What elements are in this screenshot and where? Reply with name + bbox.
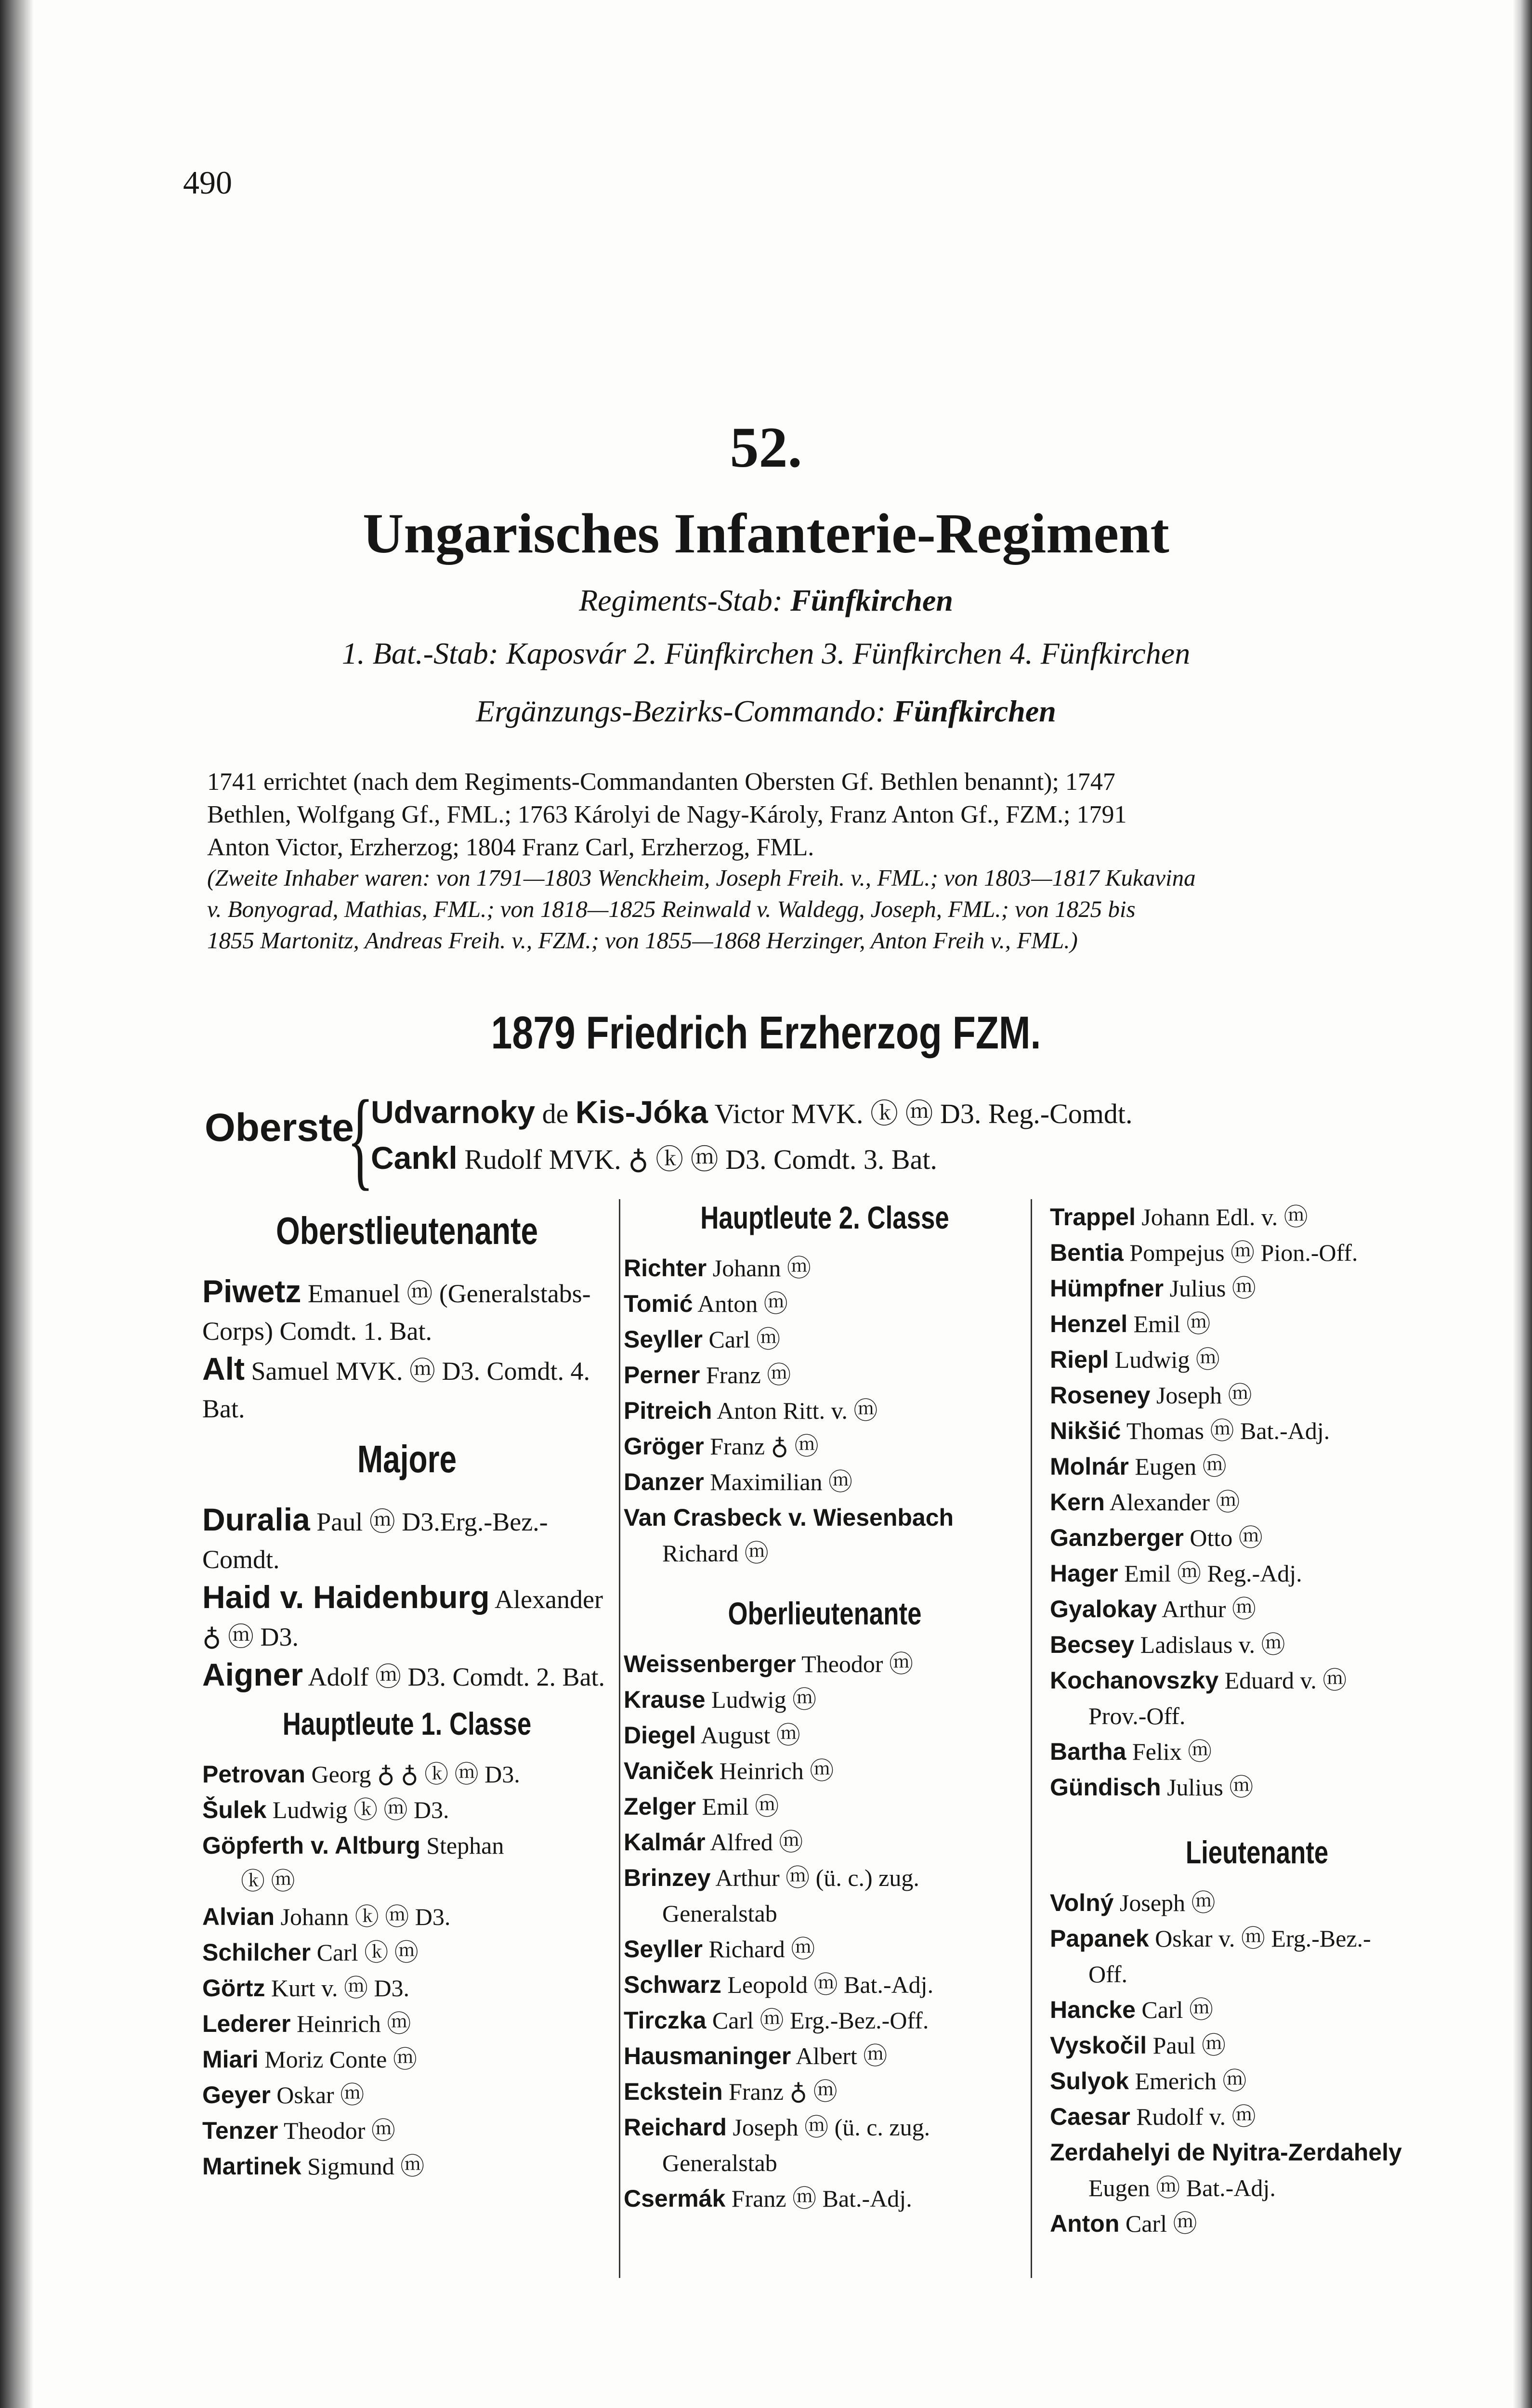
surname: Seyller [624, 1936, 703, 1963]
entry-detail: Johann ⓜ [707, 1255, 811, 1282]
list-entry [1050, 1377, 1464, 1413]
list-entry [624, 1428, 1026, 1464]
list-entry [624, 2109, 1026, 2145]
surname: Hager [1050, 1560, 1118, 1587]
list-entry [624, 1717, 1026, 1753]
surname: Udvarnoky [371, 1094, 536, 1130]
list-entry [624, 2074, 1026, 2109]
entry-detail: Alexander ♁ ⓜ D3. [202, 1585, 603, 1651]
surname: Volný [1050, 1889, 1114, 1916]
surname: Caesar [1050, 2103, 1130, 2130]
surname: Tenzer [202, 2117, 278, 2144]
list-entry [1050, 1520, 1464, 1556]
list-entry [202, 1828, 612, 1863]
entry-detail: Arthur ⓜ [1157, 1596, 1256, 1623]
entry-detail: Theodor ⓜ [796, 1650, 914, 1677]
entry-detail: Paul ⓜ [1147, 2032, 1226, 2059]
surname: Kalmár [624, 1829, 706, 1856]
surname: Zerdahelyi de Nyitra-Zerdahely [1050, 2139, 1402, 2166]
brace-icon: { [347, 1077, 374, 1200]
surname: Vaniček [624, 1757, 714, 1784]
surname: Petrovan [202, 1761, 305, 1788]
list-entry [1050, 1734, 1464, 1769]
list-entry [1050, 1698, 1464, 1734]
surname: Kern [1050, 1489, 1105, 1516]
list-entry [624, 1286, 1026, 1322]
entry-detail: Franz ♁ ⓜ [704, 1433, 819, 1460]
list-entry [202, 1792, 612, 1828]
list-entry [1050, 1956, 1464, 1992]
list-entry [202, 2113, 612, 2148]
column-divider [1031, 1199, 1032, 2278]
list-entry [1050, 1413, 1464, 1449]
entry-detail: Emil ⓜ [696, 1793, 779, 1820]
list-entry [202, 1350, 612, 1427]
surname: Sulyok [1050, 2068, 1129, 2094]
surname: Duralia [202, 1502, 310, 1537]
ergaenzung-line [0, 694, 1532, 729]
surname: Cankl [371, 1140, 458, 1176]
entry-detail: Franz ♁ ⓜ [722, 2078, 838, 2105]
entry-detail: Paul ⓜ D3.Erg.-Bez.-Comdt. [202, 1507, 548, 1574]
history-line: Bethlen, Wolfgang Gf., FML.; 1763 Károlyi de Nagy-Károly, Franz Anton Gf., FZM.; 1791 [207, 801, 1127, 828]
second-owner-line: (Zweite Inhaber waren: von 1791—1803 Wenckheim, Joseph Freih. v., FML.; von 1803—1817 Kukavina [207, 864, 1196, 891]
entry-detail: August ⓜ [696, 1722, 800, 1749]
list-entry [624, 1357, 1026, 1393]
surname: Tirczka [624, 2007, 707, 2034]
list-entry [1050, 1662, 1464, 1698]
entry-detail: de [535, 1098, 576, 1129]
list-entry [202, 2077, 612, 2113]
surname: Roseney [1050, 1382, 1151, 1409]
list-entry [202, 1656, 612, 1696]
list-entry [202, 1756, 612, 1792]
entry-detail: Stephan [420, 1832, 504, 1859]
list-entry [1050, 1627, 1464, 1662]
entry-detail: Moriz Conte ⓜ [258, 2046, 417, 2073]
oberlieutenante-header: Oberlieutenante [728, 1596, 922, 1631]
column-right [1050, 1199, 1464, 2241]
scan-edge-right [1513, 0, 1532, 2408]
surname: Kochanovszky [1050, 1667, 1219, 1694]
surname: Bentia [1050, 1239, 1124, 1266]
surname: Bartha [1050, 1738, 1126, 1765]
list-entry [1050, 1484, 1464, 1520]
entry-detail: Generalstab [662, 1900, 777, 1927]
ergaenzung-label: Ergänzungs-Bezirks-Commando: [476, 694, 886, 728]
entry-detail: Franz ⓜ [700, 1361, 791, 1388]
list-entry [1050, 1342, 1464, 1377]
list-entry [202, 2042, 612, 2077]
list-entry [624, 1646, 1026, 1682]
list-entry [624, 1824, 1026, 1860]
list-entry [1050, 1885, 1464, 1921]
entry-detail: Emil ⓜ [1127, 1310, 1211, 1337]
surname: Zelger [624, 1793, 696, 1820]
entry-detail: Carl ⓚ ⓜ [311, 1939, 419, 1966]
entry-detail: Carl ⓜ [1119, 2210, 1197, 2237]
regiment-inhaber: 1879 Friedrich Erzherzog FZM. [491, 1007, 1041, 1059]
list-entry [202, 1501, 612, 1578]
surname: Gyalokay [1050, 1596, 1157, 1623]
list-entry [624, 2002, 1026, 2038]
surname: Ganzberger [1050, 1524, 1184, 1551]
hauptleute1-header: Hauptleute 1. Classe [282, 1706, 532, 1741]
list-entry [202, 1578, 612, 1656]
entry-detail: Arthur ⓜ (ü. c.) zug. [710, 1864, 919, 1891]
surname: Riepl [1050, 1346, 1109, 1373]
surname: Tomić [624, 1290, 693, 1317]
entry-detail: Joseph ⓜ [1150, 1382, 1252, 1409]
surname: Aigner [202, 1657, 303, 1692]
surname: Papanek [1050, 1925, 1149, 1952]
surname: Molnár [1050, 1453, 1129, 1480]
entry-detail: Alexander ⓜ [1104, 1489, 1240, 1516]
surname: Geyer [202, 2081, 271, 2108]
entry-detail: Generalstab [662, 2149, 777, 2176]
list-entry [1050, 1591, 1464, 1627]
list-entry [1050, 2099, 1464, 2134]
entry-detail: Richard ⓜ [662, 1540, 769, 1567]
surname: Schwarz [624, 1971, 721, 1998]
list-entry [1050, 1769, 1464, 1805]
list-entry [1050, 2134, 1464, 2170]
list-entry [624, 1535, 1026, 1571]
entry-detail: Eugen ⓜ [1128, 1453, 1227, 1480]
list-entry [202, 1970, 612, 2006]
surname: Anton [1050, 2210, 1120, 2237]
surname: Seyller [624, 1326, 703, 1353]
column-divider [619, 1199, 620, 2278]
oberst-entry [371, 1137, 937, 1177]
list-entry [1050, 1270, 1464, 1306]
staff-label: Regiments-Stab: [579, 583, 783, 617]
entry-detail: Off. [1088, 1961, 1128, 1988]
list-entry [1050, 1921, 1464, 1956]
entry-detail: Oskar v. ⓜ Erg.-Bez.- [1149, 1925, 1371, 1952]
entry-detail: Georg ♁ ♁ ⓚ ⓜ D3. [305, 1761, 520, 1788]
second-owner-line: v. Bonyograd, Mathias, FML.; von 1818—1825 Reinwald v. Waldegg, Joseph, FML.; von 1825 bis [207, 896, 1136, 922]
entry-detail: Johann ⓚ ⓜ D3. [275, 1903, 451, 1930]
entry-detail: Johann Edl. v. ⓜ [1135, 1204, 1308, 1230]
list-entry [1050, 1306, 1464, 1342]
column-middle [624, 1199, 1026, 2216]
surname: Weissenberger [624, 1650, 796, 1677]
page-number: 490 [183, 164, 232, 201]
regiment-title: Ungarisches Infanterie-Regiment [363, 502, 1169, 565]
surname: Brinzey [624, 1864, 711, 1891]
surname: Görtz [202, 1975, 265, 2002]
list-entry [1050, 1199, 1464, 1235]
entry-detail: Anton ⓜ [693, 1290, 788, 1317]
list-entry [624, 1789, 1026, 1824]
entry-detail: Ludwig ⓜ [1109, 1346, 1220, 1373]
list-entry [202, 1935, 612, 1970]
entry-detail: Theodor ⓜ [278, 2117, 395, 2144]
list-entry [1050, 1235, 1464, 1270]
entry-detail: Oskar ⓜ [270, 2081, 365, 2108]
entry-detail: Franz ⓜ Bat.-Adj. [725, 2185, 912, 2212]
list-entry [624, 1860, 1026, 1896]
entry-detail: Emil ⓜ Reg.-Adj. [1118, 1560, 1302, 1587]
second-owners-paragraph [207, 862, 1435, 956]
entry-detail: Carl ⓜ [1135, 1996, 1213, 2023]
list-entry [202, 2006, 612, 2042]
surname: Van Crasbeck v. Wiesenbach [624, 1504, 954, 1531]
entry-detail: Pompejus ⓜ Pion.-Off. [1123, 1239, 1358, 1266]
surname: Eckstein [624, 2078, 723, 2105]
lieutenante-header: Lieutenante [1185, 1834, 1329, 1870]
entry-detail: Julius ⓜ [1161, 1774, 1254, 1801]
surname: Göpferth v. Altburg [202, 1832, 420, 1859]
list-entry [1050, 1556, 1464, 1591]
entry-detail: Albert ⓜ [791, 2042, 888, 2069]
entry-detail: Alfred ⓜ [705, 1829, 803, 1856]
list-entry [1050, 1992, 1464, 2028]
history-line: 1741 errichtet (nach dem Regiments-Commandanten Obersten Gf. Bethlen benannt); 1747 [207, 768, 1115, 796]
entry-detail: Thomas ⓜ Bat.-Adj. [1121, 1417, 1330, 1444]
surname: Krause [624, 1686, 706, 1713]
surname: Henzel [1050, 1310, 1128, 1337]
surname: Schilcher [202, 1939, 311, 1966]
oberst-entry [371, 1091, 1133, 1131]
entry-detail: Adolf ⓜ D3. Comdt. 2. Bat. [303, 1662, 605, 1691]
surname: Nikšić [1050, 1417, 1121, 1444]
list-entry [202, 2148, 612, 2184]
entry-detail: Kurt v. ⓜ D3. [265, 1975, 410, 2002]
entry-detail: Ladislaus v. ⓜ [1134, 1631, 1285, 1658]
list-entry [1050, 2028, 1464, 2063]
entry-detail: Carl ⓜ Erg.-Bez.-Off. [706, 2007, 929, 2034]
list-entry [624, 1464, 1026, 1500]
surname: Miari [202, 2046, 259, 2073]
entry-detail: Joseph ⓜ (ü. c. zug. [726, 2114, 930, 2141]
list-entry [1050, 2170, 1464, 2206]
surname: Diegel [624, 1722, 696, 1749]
list-entry [1050, 2206, 1464, 2241]
scan-edge-left [0, 0, 34, 2408]
surname: Kis-Jóka [575, 1094, 708, 1130]
entry-detail: Victor MVK. ⓚ ⓜ D3. Reg.-Comdt. [708, 1098, 1133, 1129]
surname: Alt [202, 1351, 245, 1387]
entry-detail: Otto ⓜ [1183, 1524, 1263, 1551]
surname: Danzer [624, 1468, 704, 1495]
history-paragraph [207, 766, 1435, 864]
list-entry [624, 1753, 1026, 1789]
entry-detail: Julius ⓜ [1164, 1275, 1256, 1302]
surname: Vyskočil [1050, 2032, 1147, 2059]
majore-header: Majore [357, 1438, 457, 1480]
list-entry [624, 1322, 1026, 1357]
surname: Haid v. Haidenburg [202, 1579, 490, 1615]
entry-detail: Heinrich ⓜ [713, 1757, 834, 1784]
history-line: Anton Victor, Erzherzog; 1804 Franz Carl, Erzherzog, FML. [207, 834, 814, 861]
entry-detail: Carl ⓜ [703, 1326, 781, 1353]
list-entry [624, 1967, 1026, 2002]
entry-detail: Maximilian ⓜ [704, 1468, 853, 1495]
surname: Hancke [1050, 1996, 1136, 2023]
list-entry [624, 1393, 1026, 1428]
column-left [202, 1199, 612, 2184]
entry-detail: Prov.-Off. [1088, 1702, 1186, 1729]
surname: Hümpfner [1050, 1275, 1164, 1302]
list-entry [1050, 1449, 1464, 1484]
surname: Hausmaninger [624, 2042, 791, 2069]
surname: Martinek [202, 2153, 301, 2180]
list-entry [624, 2145, 1026, 2181]
entry-detail: Sigmund ⓜ [301, 2153, 425, 2180]
surname: Gündisch [1050, 1774, 1161, 1801]
surname: Šulek [202, 1796, 267, 1823]
surname: Alvian [202, 1903, 275, 1930]
second-owner-line: 1855 Martonitz, Andreas Freih. v., FZM.; von 1855—1868 Herzinger, Anton Freih v., FML.) [207, 927, 1078, 954]
entry-detail: Ludwig ⓜ [705, 1686, 817, 1713]
entry-detail: Rudolf v. ⓜ [1130, 2103, 1256, 2130]
entry-detail: Ludwig ⓚ ⓜ D3. [266, 1796, 449, 1823]
surname: Richter [624, 1255, 707, 1282]
surname: Csermák [624, 2185, 726, 2212]
surname: Reichard [624, 2114, 727, 2141]
entry-detail: Samuel MVK. ⓜ D3. Comdt. 4. Bat. [202, 1357, 590, 1423]
entry-detail: Anton Ritt. v. ⓜ [712, 1397, 878, 1424]
entry-detail: ⓚ ⓜ [241, 1868, 295, 1895]
list-entry [624, 2181, 1026, 2216]
oberste-label: Oberste [205, 1106, 354, 1150]
list-entry [202, 1899, 612, 1935]
surname: Trappel [1050, 1204, 1136, 1230]
surname: Pitreich [624, 1397, 712, 1424]
list-entry [624, 2038, 1026, 2074]
surname: Piwetz [202, 1273, 301, 1309]
list-entry [1050, 2063, 1464, 2099]
list-entry [624, 1250, 1026, 1286]
list-entry [624, 1500, 1026, 1535]
entry-detail: Leopold ⓜ Bat.-Adj. [721, 1971, 934, 1998]
battalion-stations: 1. Bat.-Stab: Kaposvár 2. Fünfkirchen 3. Fünfkirchen 4. Fünfkirchen [341, 636, 1191, 670]
entry-detail: Felix ⓜ [1126, 1738, 1212, 1765]
entry-detail: Emerich ⓜ [1128, 2068, 1247, 2094]
surname: Gröger [624, 1433, 704, 1460]
list-entry [624, 1931, 1026, 1967]
regiment-number: 52. [730, 415, 802, 479]
hauptleute2-header: Hauptleute 2. Classe [700, 1200, 949, 1235]
entry-detail: Richard ⓜ [703, 1936, 815, 1963]
list-entry [624, 1682, 1026, 1717]
entry-detail: Rudolf MVK. ♁ ⓚ ⓜ D3. Comdt. 3. Bat. [457, 1144, 937, 1175]
entry-detail: Joseph ⓜ [1113, 1889, 1216, 1916]
list-entry [202, 1272, 612, 1350]
entry-detail: Emanuel ⓜ (Generalstabs-Corps) Comdt. 1. Bat. [202, 1279, 591, 1346]
list-entry [624, 1896, 1026, 1931]
surname: Becsey [1050, 1631, 1135, 1658]
surname: Lederer [202, 2010, 291, 2037]
entry-detail: Heinrich ⓜ [290, 2010, 411, 2037]
ergaenzung-place: Fünfkirchen [893, 694, 1056, 728]
staff-place: Fünfkirchen [790, 583, 953, 617]
regiments-stab-line [0, 583, 1532, 618]
surname: Perner [624, 1361, 700, 1388]
oberstlieutenante-header: Oberstlieutenante [275, 1209, 538, 1252]
entry-detail: Eduard v. ⓜ [1218, 1667, 1347, 1694]
list-entry [202, 1863, 612, 1899]
entry-detail: Eugen ⓜ Bat.-Adj. [1088, 2174, 1276, 2201]
